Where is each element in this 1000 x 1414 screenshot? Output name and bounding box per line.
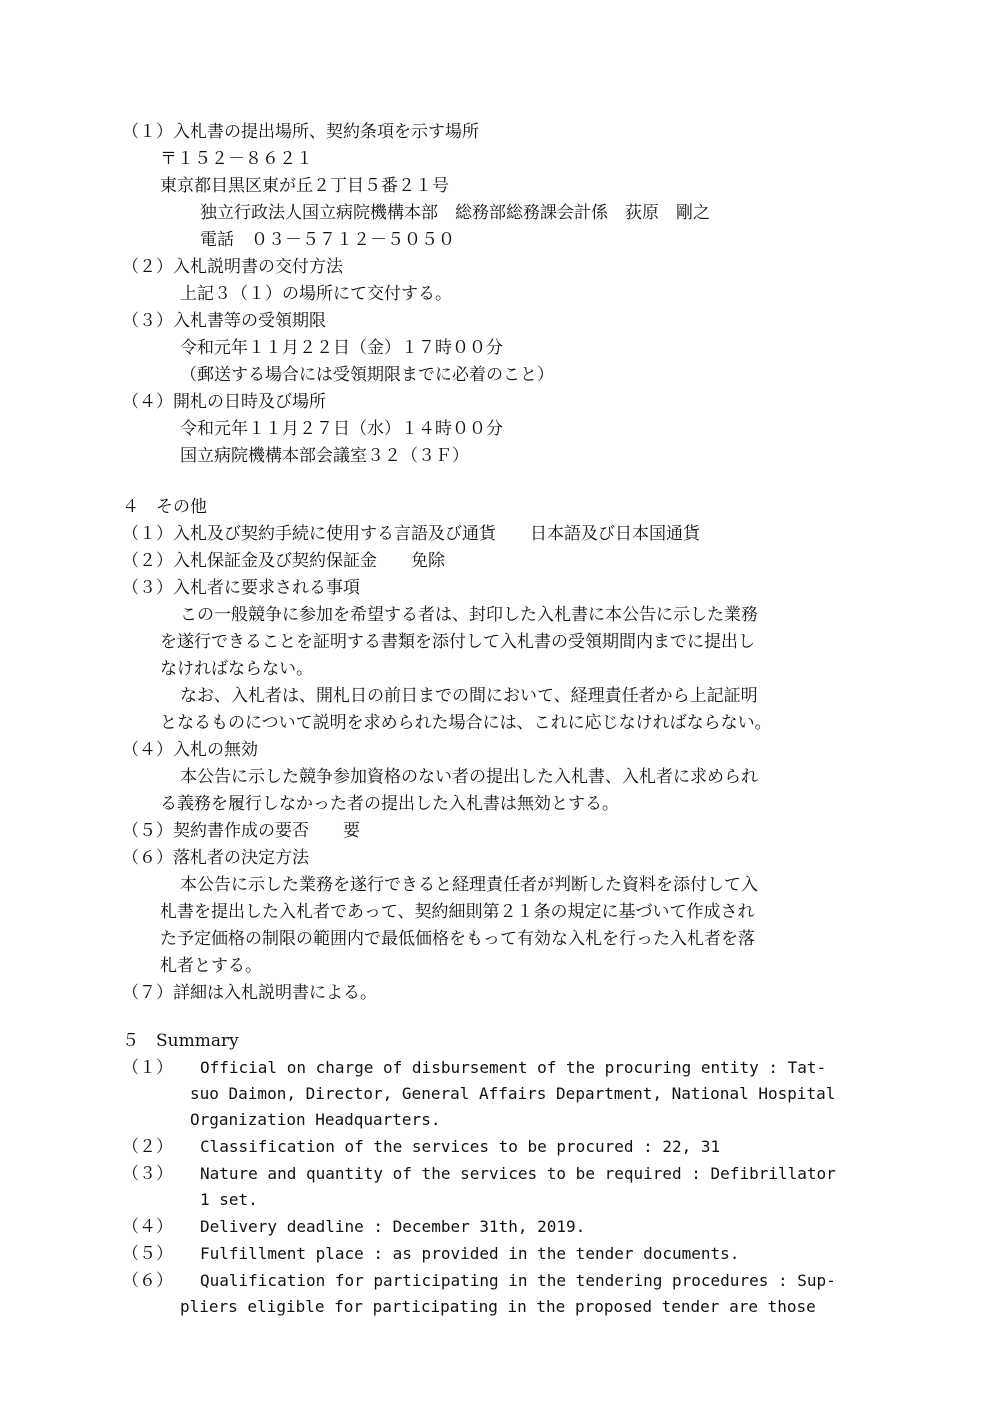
item-heading: （２）入札説明書の交付方法: [122, 257, 343, 277]
summary-line: 1 set.: [200, 1190, 258, 1209]
item-heading: （１）入札書の提出場所、契約条項を示す場所: [122, 122, 479, 142]
summary-line: Nature and quantity of the services to be required : Defibrillator: [200, 1164, 836, 1183]
summary-line: suo Daimon, Director, General Affairs Department, National Hospital: [190, 1084, 836, 1103]
summary-number: （３）: [122, 1164, 173, 1184]
note: （郵送する場合には受領期限までに必着のこと）: [180, 365, 554, 385]
summary-line: Delivery deadline : December 31th, 2019.: [200, 1217, 586, 1236]
item-line: （５）契約書作成の要否 要: [122, 821, 360, 841]
summary-line: Official on charge of disbursement of the procuring entity : Tat-: [200, 1058, 827, 1077]
paragraph-line: る義務を履行しなかった者の提出した入札書は無効とする。: [160, 794, 619, 814]
paragraph-line: なお、入札者は、開札日の前日までの間において、経理責任者から上記証明: [180, 686, 758, 706]
summary-line: Qualification for participating in the tendering procedures : Sup-: [200, 1271, 836, 1290]
summary-line: pliers eligible for participating in the proposed tender are those: [180, 1297, 816, 1316]
office-contact: 独立行政法人国立病院機構本部 総務部総務課会計係 荻原 剛之: [200, 203, 710, 223]
item-heading: （３）入札者に要求される事項: [122, 578, 360, 598]
deadline-date: 令和元年１１月２２日（金）１７時００分: [180, 338, 503, 358]
summary-number: （６）: [122, 1271, 173, 1291]
item-heading: （３）入札書等の受領期限: [122, 311, 326, 331]
paragraph-line: なければならない。: [160, 659, 313, 679]
section-heading: ５ Summary: [122, 1031, 239, 1051]
opening-place: 国立病院機構本部会議室３２（３Ｆ）: [180, 446, 469, 466]
item-heading: （４）開札の日時及び場所: [122, 392, 326, 412]
phone: 電話 ０３－５７１２－５０５０: [200, 230, 455, 250]
summary-line: Classification of the services to be procured : 22, 31: [200, 1137, 721, 1156]
address: 東京都目黒区東が丘２丁目５番２１号: [160, 176, 449, 196]
paragraph-line: となるものについて説明を求められた場合には、これに応じなければならない。: [160, 713, 772, 733]
paragraph-line: 上記３（１）の場所にて交付する。: [180, 284, 452, 304]
item-heading: （４）入札の無効: [122, 740, 258, 760]
paragraph-line: 本公告に示した競争参加資格のない者の提出した入札書、入札者に求められ: [180, 767, 758, 787]
item-line: （７）詳細は入札説明書による。: [122, 983, 377, 1003]
summary-number: （４）: [122, 1217, 173, 1237]
section-heading: ４ その他: [122, 497, 207, 517]
item-line: （１）入札及び契約手続に使用する言語及び通貨 日本語及び日本国通貨: [122, 524, 700, 544]
summary-line: Fulfillment place : as provided in the tender documents.: [200, 1244, 740, 1263]
summary-number: （１）: [122, 1058, 173, 1078]
summary-number: （５）: [122, 1244, 173, 1264]
paragraph-line: た予定価格の制限の範囲内で最低価格をもって有効な入札を行った入札者を落: [160, 929, 755, 949]
summary-number: （２）: [122, 1137, 173, 1157]
paragraph-line: 札書を提出した入札者であって、契約細則第２１条の規定に基づいて作成され: [160, 902, 755, 922]
paragraph-line: 本公告に示した業務を遂行できると経理責任者が判断した資料を添付して入: [180, 875, 758, 895]
paragraph-line: この一般競争に参加を希望する者は、封印した入札書に本公告に示した業務: [180, 605, 758, 625]
postal-code: 〒１５２－８６２１: [160, 149, 313, 169]
paragraph-line: を遂行できることを証明する書類を添付して入札書の受領期間内までに提出し: [160, 632, 755, 652]
item-heading: （６）落札者の決定方法: [122, 848, 309, 868]
opening-date: 令和元年１１月２７日（水）１４時００分: [180, 419, 503, 439]
summary-line: Organization Headquarters.: [190, 1110, 441, 1129]
paragraph-line: 札者とする。: [160, 956, 262, 976]
item-line: （２）入札保証金及び契約保証金 免除: [122, 551, 445, 571]
